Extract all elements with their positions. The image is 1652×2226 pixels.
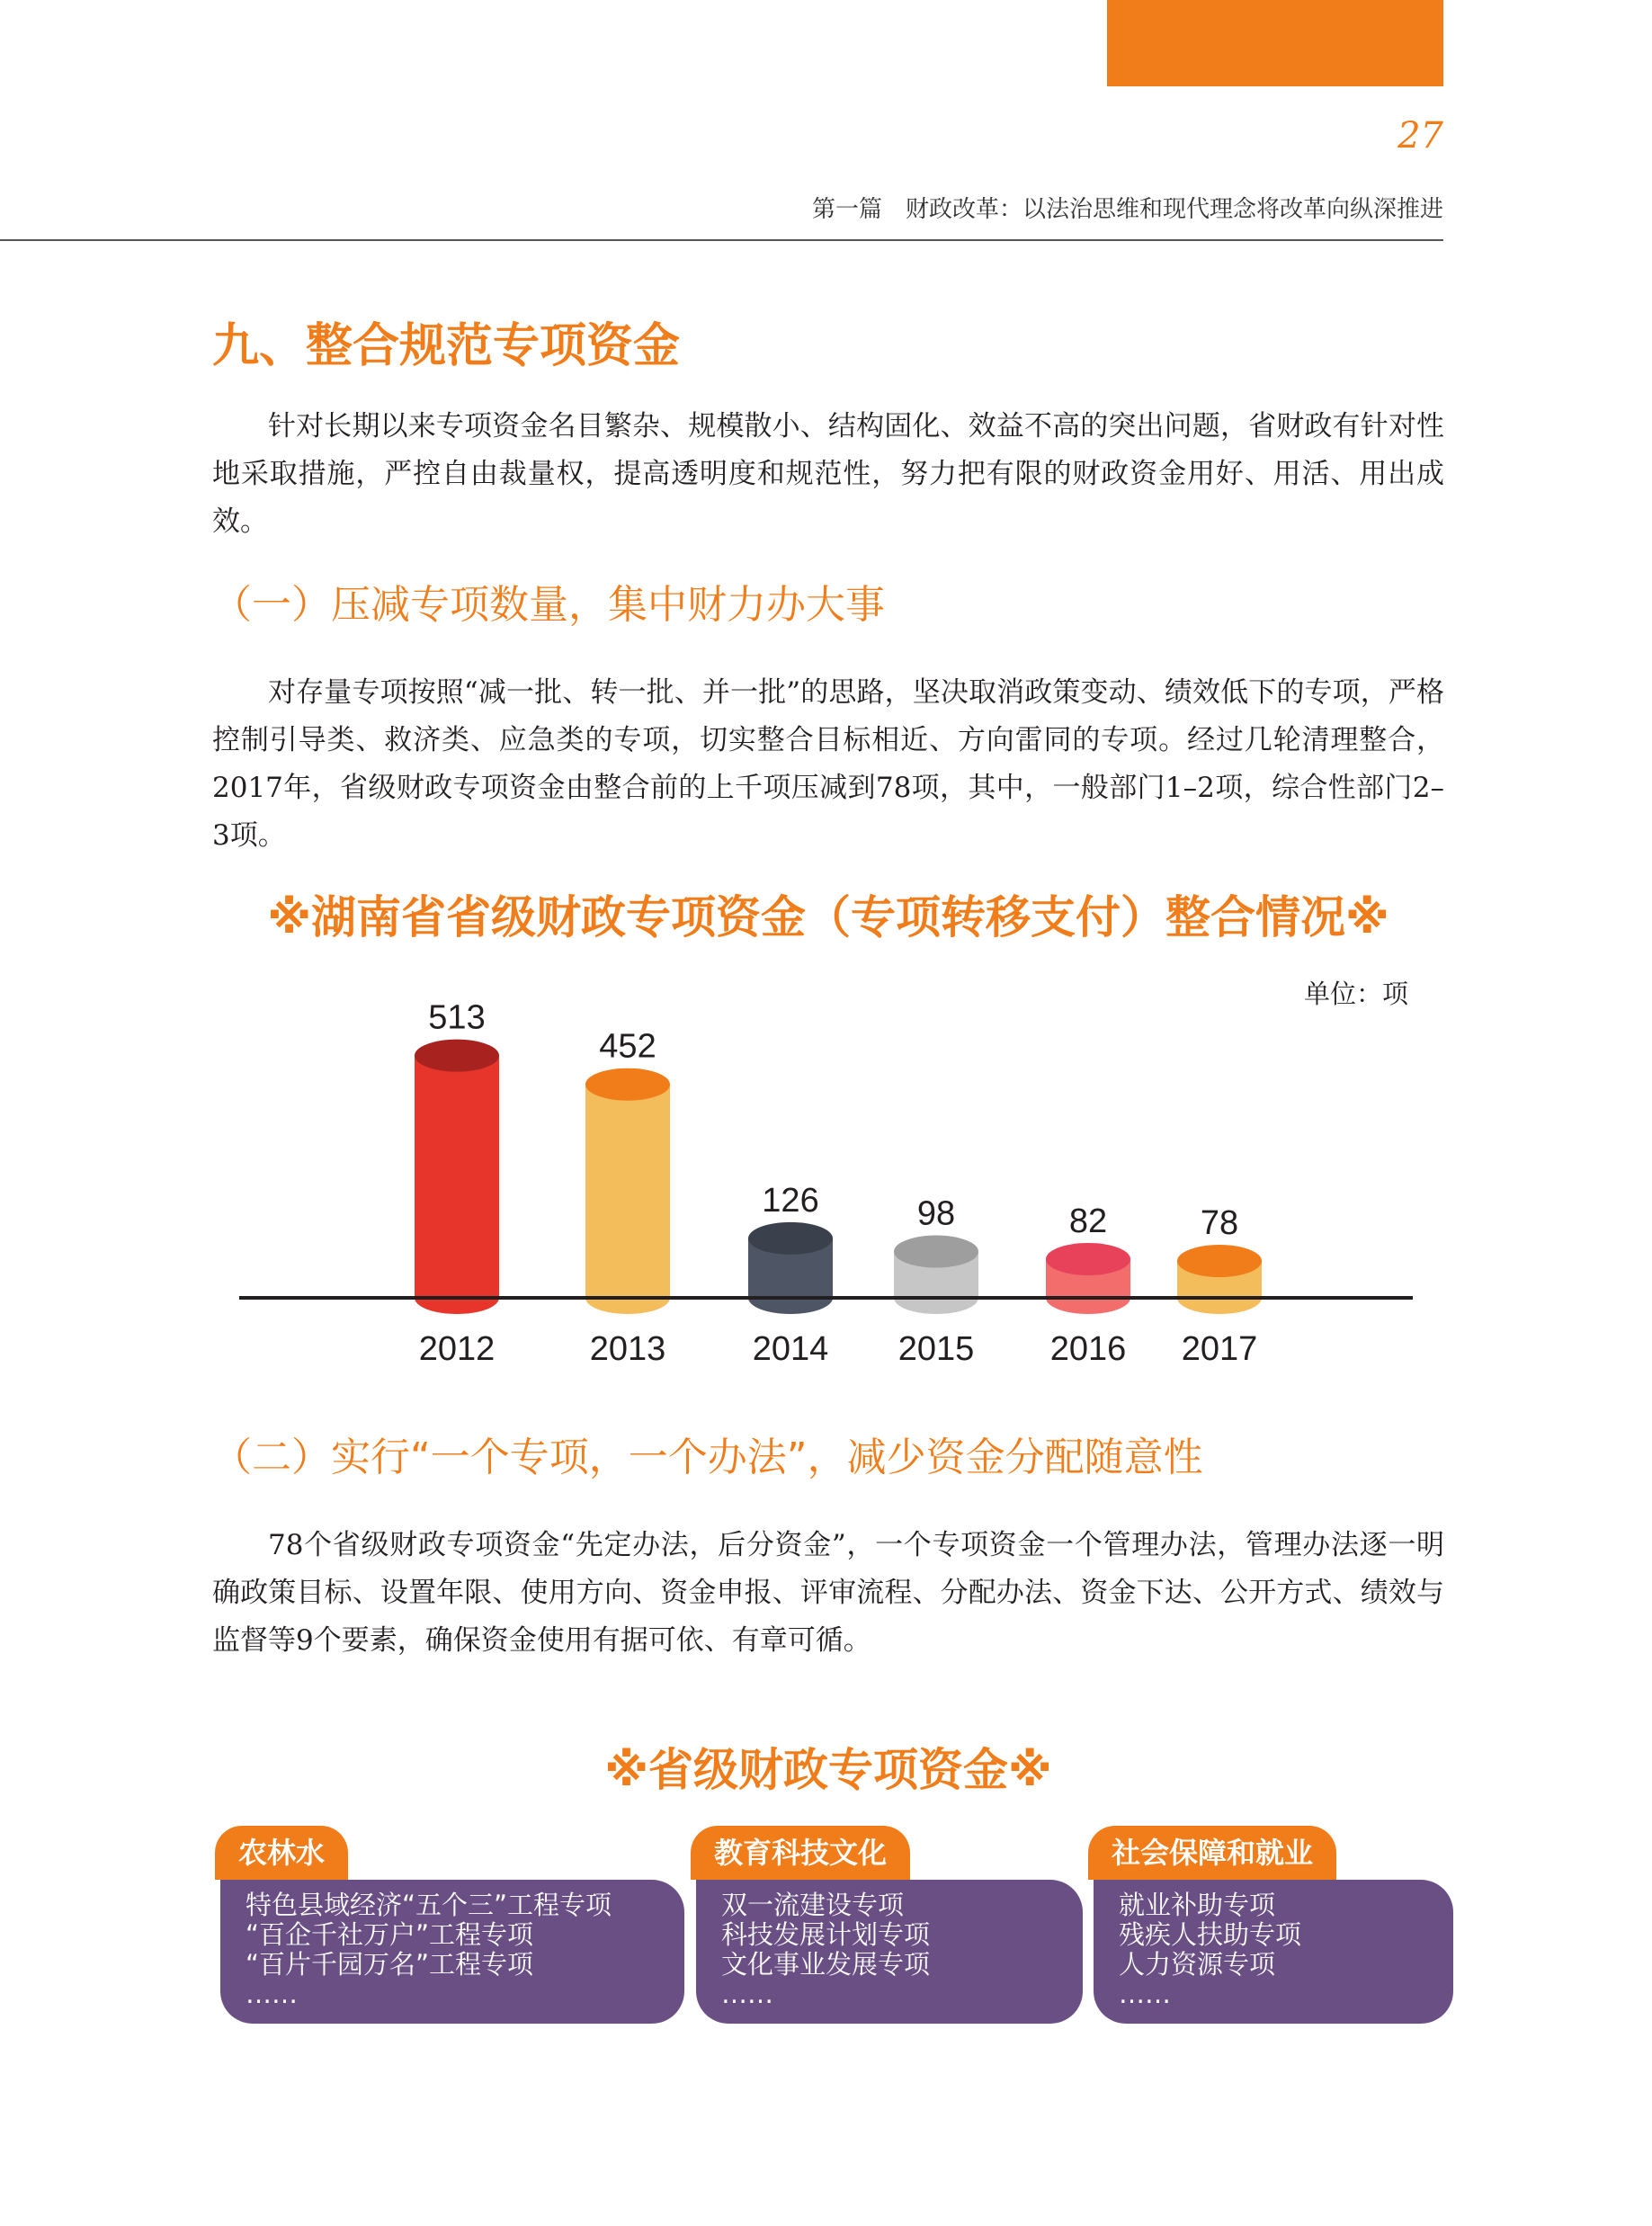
fund-item: 人力资源专项 [1119,1949,1276,1980]
subsection-2-paragraph: 78个省级财政专项资金“先定办法，后分资金”，一个专项资金一个管理办法，管理办法逐一明确政策目标、设置年限、使用方向、资金申报、评审流程、分配办法、资金下达、公开方式、绩效与监督等9个要素，确保资金使用有据可依、有章可循。 [212,1529,1444,1657]
x-tick-label: 2017 [1181,1330,1258,1368]
bar-top [585,1068,670,1101]
fund-card-body [220,1880,684,2024]
fund-item-more: …… [246,1979,298,2009]
fund-item: 就业补助专项 [1119,1890,1276,1920]
x-tick-label: 2012 [418,1330,496,1368]
data-label: 513 [428,998,486,1037]
running-header: 第一篇 财政改革：以法治思维和现代理念将改革向纵深推进 [811,196,1443,223]
bar-top [1046,1243,1130,1275]
subsection-1-paragraph: 对存量专项按照“减一批、转一批、并一批”的思路，坚决取消政策变动、绩效低下的专项，严格控制引导类、救济类、应急类的专项，切实整合目标相近、方向雷同的专项。经过几轮清理整合，2017年，省级财政专项资金由整合前的上千项压减到78项，其中，一般部门1–2项，综合性部门2–3项。 [212,676,1444,852]
bar-top [415,1040,499,1072]
bar-top [894,1236,978,1268]
bar-top [748,1222,833,1255]
bar-2013 [585,1028,670,1314]
fund-card-label: 教育科技文化 [691,1826,910,1880]
fund-card-body [1094,1880,1453,2024]
x-tick-label: 2015 [897,1330,975,1368]
header-divider [0,239,1443,241]
chart-title: ※湖南省省级财政专项资金（专项转移支付）整合情况※ [267,891,1389,943]
bar-2012 [415,999,499,1314]
bars-group [415,999,1262,1314]
data-label: 78 [1200,1204,1239,1243]
fund-item: 科技发展计划专项 [721,1919,931,1950]
data-label: 82 [1068,1202,1108,1240]
x-tick-label: 2014 [752,1330,829,1368]
unit-label: 单位：项 [1303,979,1408,1009]
bar-body [585,1085,670,1314]
bar-body [415,1056,499,1314]
data-label: 126 [762,1181,819,1220]
fund-card-body [696,1880,1083,2024]
subsection-title-1: （一）压减专项数量，集中财力办大事 [212,582,885,628]
x-tick-labels [419,1330,1258,1368]
data-label: 98 [916,1194,956,1233]
fund-item-more: …… [721,1979,773,2009]
header-orange-tab [1107,0,1443,86]
fund-item: 残疾人扶助专项 [1119,1919,1302,1950]
fund-item: 文化事业发展专项 [721,1949,931,1980]
fund-item-more: …… [1119,1979,1171,2009]
bar-2014 [748,1182,833,1314]
fund-item: “百片千园万名”工程专项 [246,1949,534,1980]
bar-top [1177,1245,1262,1277]
data-label: 452 [599,1027,656,1066]
fund-item: 双一流建设专项 [721,1890,905,1920]
x-tick-label: 2016 [1049,1330,1127,1368]
intro-paragraph: 针对长期以来专项资金名目繁杂、规模散小、结构固化、效益不高的突出问题，省财政有针对性地采取措施，严控自由裁量权，提高透明度和规范性，努力把有限的财政资金用好、用活、用出成效。 [212,410,1444,538]
bar-chart [212,953,1444,1385]
fund-card-label: 农林水 [215,1826,348,1880]
page-number: 27 [1398,115,1443,156]
fund-item: “百企千社万户”工程专项 [246,1919,534,1950]
fund-list-title: ※省级财政专项资金※ [604,1744,1052,1796]
fund-card-label: 社会保障和就业 [1088,1826,1336,1880]
subsection-title-2: （二）实行“一个专项，一个办法”，减少资金分配随意性 [212,1435,1203,1480]
fund-item: 特色县域经济“五个三”工程专项 [246,1890,612,1920]
x-tick-label: 2013 [589,1330,666,1368]
section-title: 九、整合规范专项资金 [212,319,681,373]
